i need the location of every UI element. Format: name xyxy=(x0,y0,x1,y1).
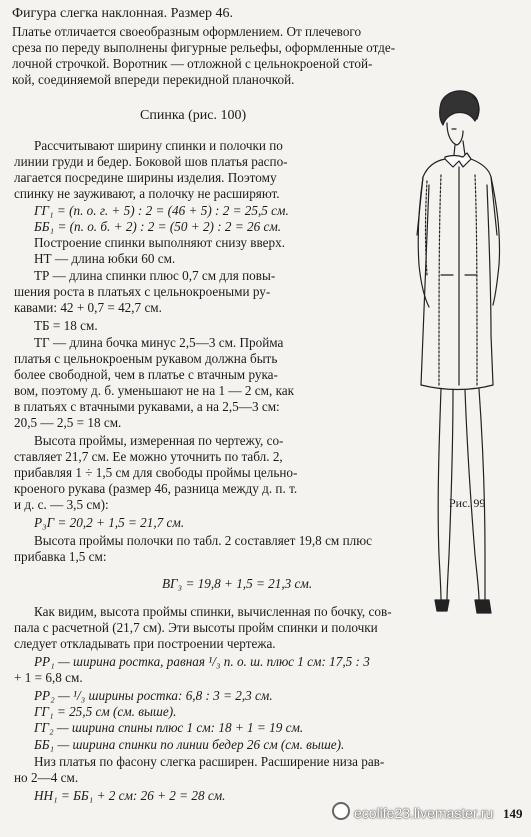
text-line: но 2—4 см. xyxy=(14,770,79,785)
formula-line: ГГ₁ = 25,5 см (см. выше). xyxy=(34,704,177,719)
text-line: спинку не зауживают, а полочку не расширяют. xyxy=(14,186,280,201)
formula-line: РР₂ — ¹/₃ ширины ростка: 6,8 : 3 = 2,3 см. xyxy=(34,688,273,703)
text-line: в платьях с втачными рукавами, а на 2,5—3 см: xyxy=(14,399,280,414)
page-number: 149 xyxy=(503,806,523,821)
text-line: кавами: 42 + 0,7 = 42,7 см. xyxy=(14,300,162,315)
formula-line: ГГ₂ — ширина спины плюс 1 см: 18 + 1 = 19 см. xyxy=(34,720,304,735)
formula-line: НН₁ = ББ₁ + 2 см: 26 + 2 = 28 см. xyxy=(34,788,226,803)
intro-line: лочной строчкой. Воротник — отложной с цельнокроеной стой- xyxy=(12,56,373,71)
text-line: более свободной, чем в платье с втачным рука- xyxy=(14,367,278,382)
formula-line: ГГ₁ = (п. о. г. + 5) : 2 = (46 + 5) : 2 = 25,5 см. xyxy=(34,203,289,218)
formula-line: ББ₁ — ширина спинки по линии бедер 26 см (см. выше). xyxy=(34,737,345,752)
text-line: кроеного рукава (размер 46, разница между д. п. т. xyxy=(14,481,298,496)
text-line: Построение спинки выполняют снизу вверх. xyxy=(34,235,285,250)
intro-line: кой, соединяемой впереди перекидной планочкой. xyxy=(12,72,295,87)
watermark-text: ecolife23.livemaster.ru xyxy=(354,805,494,821)
page-title: Фигура слегка наклонная. Размер 46. xyxy=(12,6,234,21)
text-line: платья с цельнокроеным рукавом должна быть xyxy=(14,351,278,366)
intro-line: Платье отличается своеобразным оформлением. От плечевого xyxy=(12,24,362,39)
text-line: вом, поэтому д. б. уменьшают не на 1 — 2 см, как xyxy=(14,383,295,398)
text-line: ТГ — длина бочка минус 2,5—3 см. Пройма xyxy=(34,335,284,350)
text-line: пала с расчетной (21,7 см). Эти высоты пройм спинки и полочки xyxy=(14,620,378,635)
watermark xyxy=(332,802,493,821)
text-line: и д. с. — 3,5 см): xyxy=(14,497,109,512)
watermark-logo-icon xyxy=(332,802,350,820)
text-line: Низ платья по фасону слегка расширен. Расширение низа рав- xyxy=(34,754,385,769)
text-line: ставляет 21,7 см. Ее можно уточнить по табл. 2, xyxy=(14,449,283,464)
formula-line: РР₁ — ширина ростка, равная ¹/₃ п. о. ш. плюс 1 см: 17,5 : 3 xyxy=(34,654,370,669)
text-line: прибавка 1,5 см: xyxy=(14,549,107,564)
formula-line: ВГ₃ = 19,8 + 1,5 = 21,3 см. xyxy=(162,576,313,591)
text-line: Высота проймы, измеренная по чертежу, со- xyxy=(34,433,284,448)
figure-caption: Рис. 99 xyxy=(449,496,486,510)
text-line: линии груди и бедер. Боковой шов платья распо- xyxy=(14,154,288,169)
text-line: НТ — длина юбки 60 см. xyxy=(34,251,176,266)
formula-line: ББ₁ = (п. о. б. + 2) : 2 = (50 + 2) : 2 = 26 см. xyxy=(34,219,282,234)
text-line: Высота проймы полочки по табл. 2 составляет 19,8 см плюс xyxy=(34,533,372,548)
text-line: лагается посредине ширины изделия. Поэтому xyxy=(14,170,277,185)
text-line: 20,5 — 2,5 = 18 см. xyxy=(14,415,122,430)
text-line: Рассчитывают ширину спинки и полочки по xyxy=(34,138,283,153)
text-line: ТБ = 18 см. xyxy=(34,318,98,333)
text-line: + 1 = 6,8 см. xyxy=(14,670,83,685)
text-line: шения роста в платьях с цельнокроеными ру- xyxy=(14,284,271,299)
intro-line: среза по переду выполнены фигурные рельефы, оформленные отде- xyxy=(12,40,396,55)
text-line: следует откладывать при построении чертежа. xyxy=(14,636,276,651)
text-line: прибавляя 1 ÷ 1,5 см для свободы проймы цельно- xyxy=(14,465,298,480)
text-line: Как видим, высота проймы спинки, вычисленная по бочку, сов- xyxy=(34,604,392,619)
formula-line: Р₃Г = 20,2 + 1,5 = 21,7 см. xyxy=(34,515,185,530)
fashion-illustration xyxy=(405,85,527,685)
text-line: ТР — длина спинки плюс 0,7 см для повы- xyxy=(34,268,276,283)
section-heading: Спинка (рис. 100) xyxy=(140,108,247,123)
